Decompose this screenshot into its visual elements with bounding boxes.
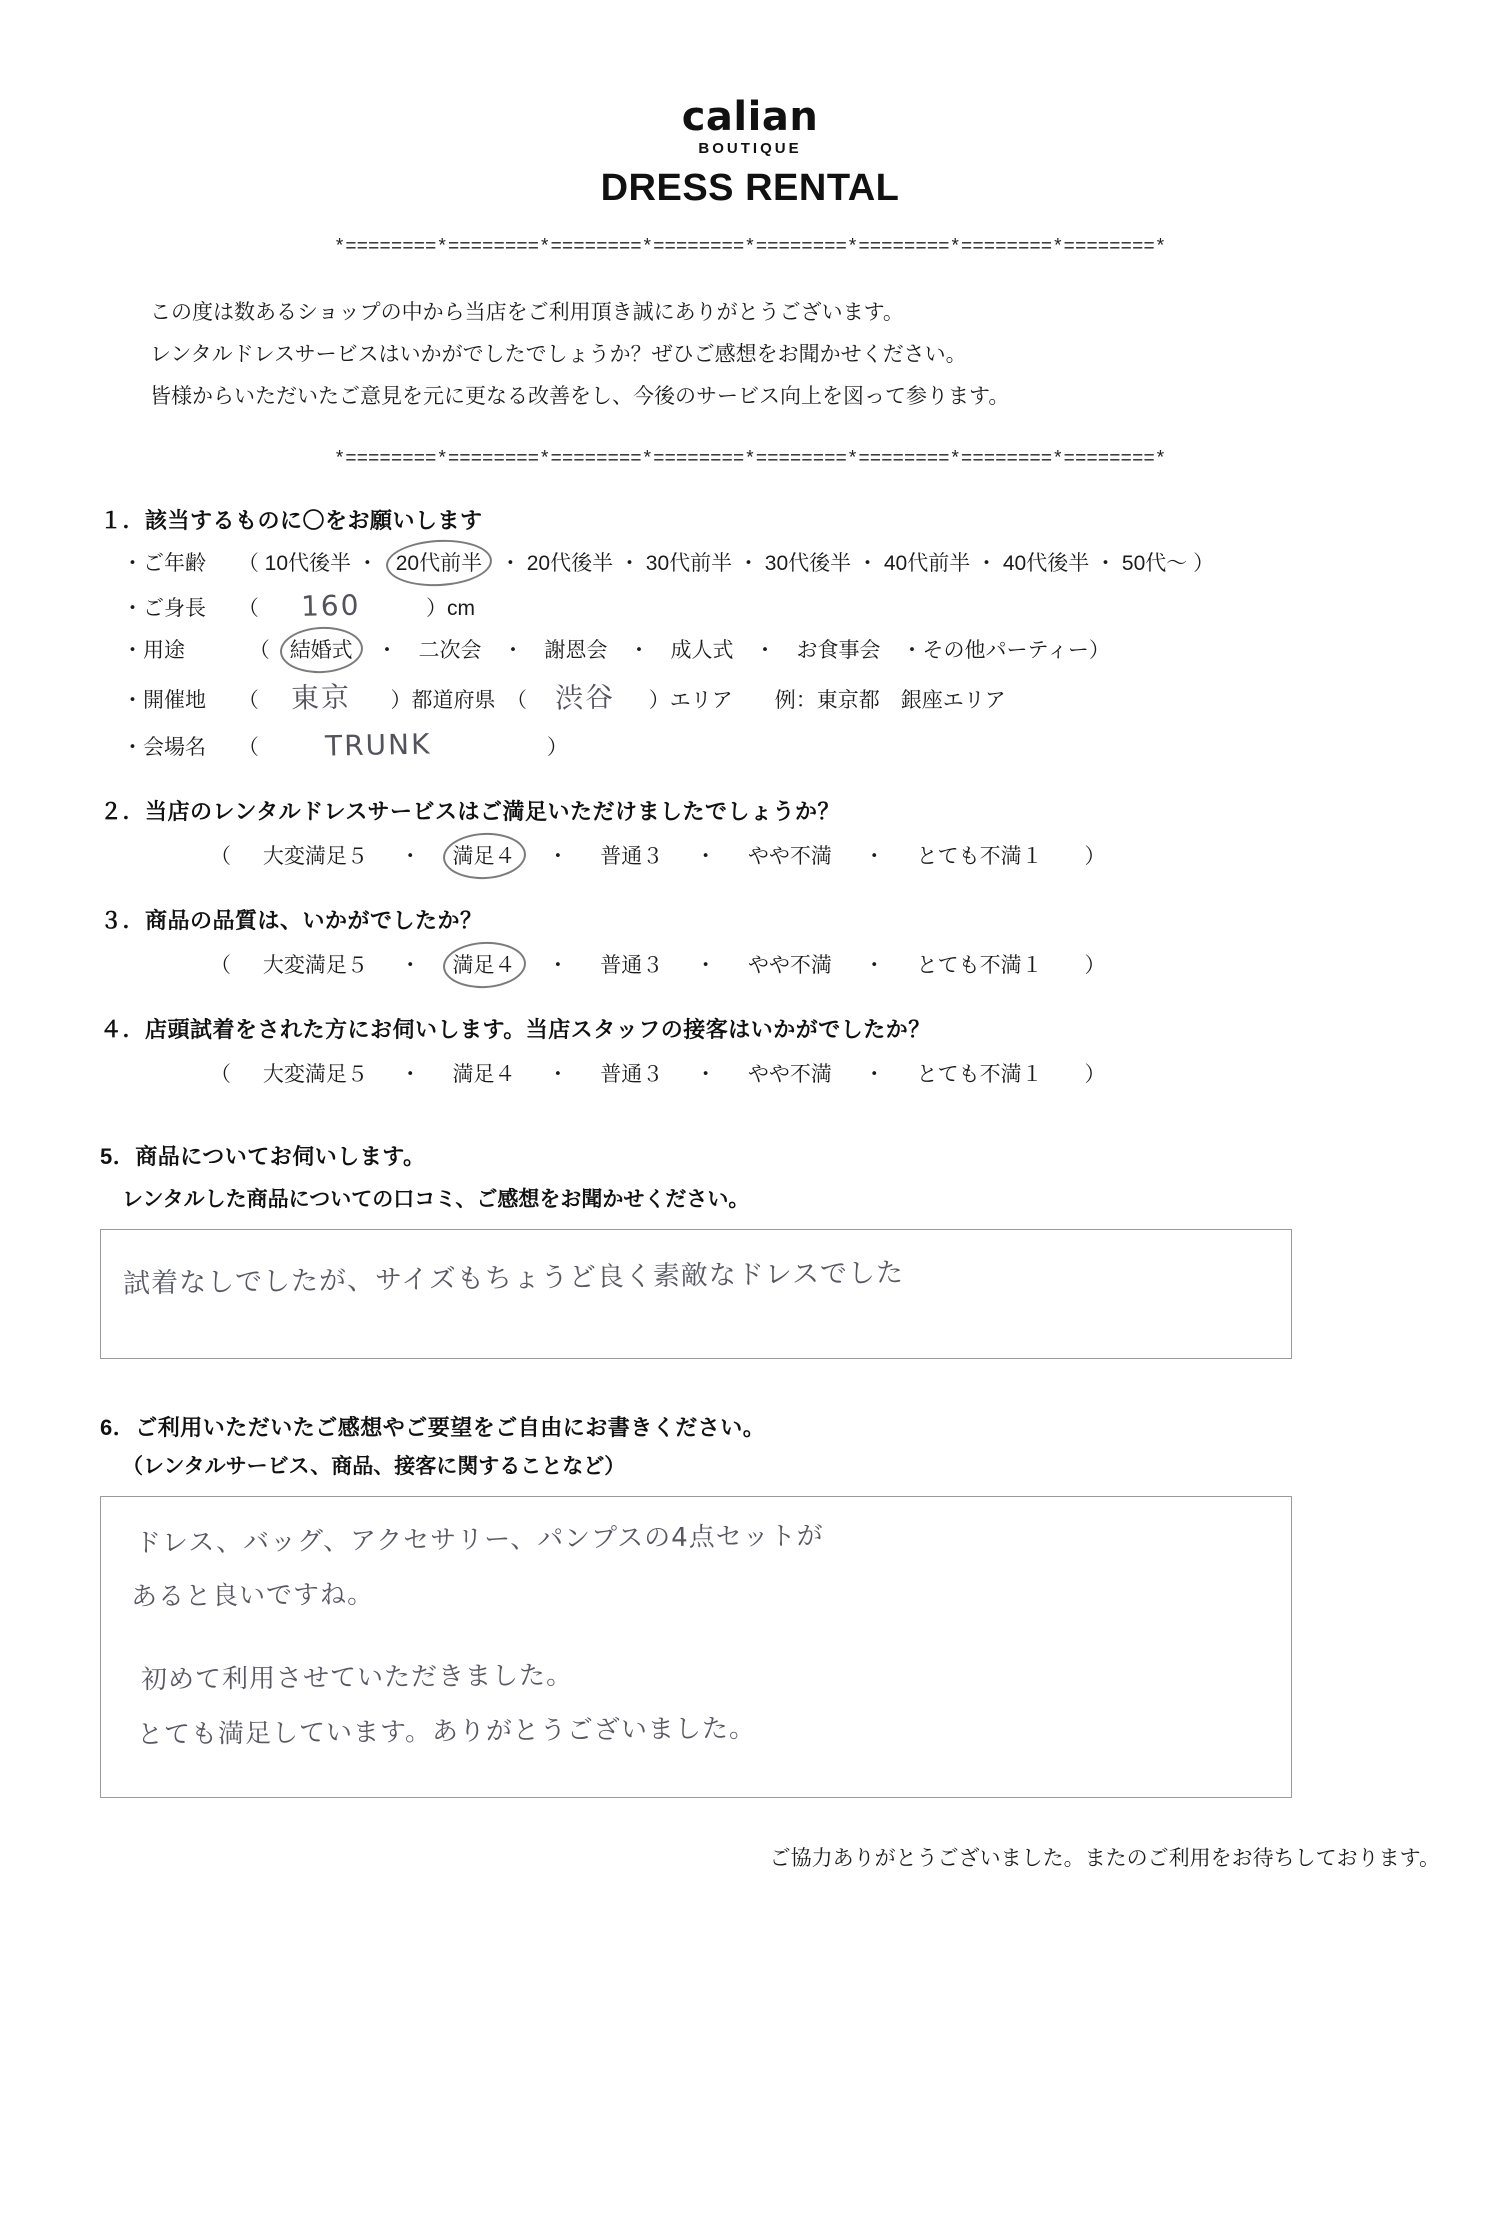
question-4-scale (100, 1058, 1500, 1088)
question-1 (0, 504, 1500, 761)
field-purpose-options: ・ 二次会 ・ 謝恩会 ・ 成人式 ・ お食事会 ・その他パーティー） (376, 639, 1110, 662)
field-height (100, 589, 1500, 622)
q4-sep-0: ・ (399, 1063, 421, 1086)
question-5-title: 5．商品についてお伺いします。 (100, 1144, 426, 1169)
q2-option-0[interactable]: 大変満足５ (262, 845, 368, 868)
q2-sep-1: ・ (547, 845, 569, 868)
field-area-value[interactable]: 渋谷 (554, 680, 616, 715)
q3-sep-2: ・ (695, 954, 717, 977)
question-5 (0, 1140, 1500, 1213)
q2-option-1[interactable] (453, 840, 516, 870)
field-prefecture-value[interactable]: 東京 (290, 680, 352, 715)
intro-line-1: この度は数あるショップの中から当店をご利用頂き誠にありがとうございます。 (150, 301, 904, 324)
field-purpose-selected[interactable] (290, 634, 353, 664)
q3-option-0[interactable]: 大変満足５ (262, 954, 368, 977)
field-location-label: ・開催地 (122, 689, 206, 712)
field-age-options-before: （ 10代後半 ・ (237, 552, 378, 575)
field-height-label: ・ご身長 (122, 597, 206, 620)
field-location (100, 676, 1500, 716)
intro-paragraph (0, 292, 1500, 418)
question-6-subtitle: （レンタルサービス、商品、接客に関することなど） (122, 1455, 626, 1478)
q4-option-2[interactable]: 普通３ (600, 1063, 664, 1086)
q2-sep-2: ・ (695, 845, 717, 868)
q4-sep-1: ・ (547, 1063, 569, 1086)
q4-sep-3: ・ (863, 1063, 885, 1086)
field-venue-paren-close: ） (546, 736, 568, 759)
document-title: DRESS RENTAL (600, 167, 900, 209)
divider-top: *========*========*========*========*========*========*========*========* (333, 236, 1167, 258)
field-height-paren-open: （ (237, 597, 259, 620)
scale-paren-open: （ (210, 845, 231, 868)
brand-subtitle: BOUTIQUE (698, 140, 802, 157)
q3-sep-3: ・ (863, 954, 885, 977)
question-6-answer-line-3: 初めて利用させていただきました。 (140, 1660, 574, 1696)
q4-option-0[interactable]: 大変満足５ (262, 1063, 368, 1086)
field-age (100, 547, 1500, 577)
scale-paren-close: ） (1084, 954, 1106, 977)
field-height-value[interactable]: 160 (300, 588, 361, 623)
question-6-answer-box[interactable] (100, 1496, 1292, 1798)
field-location-mid: ）都道府県 （ (390, 689, 528, 712)
field-venue-value[interactable]: TRUNK (324, 727, 432, 763)
q2-option-1-label: 満足４ (452, 845, 516, 868)
question-3 (0, 904, 1500, 979)
q3-option-4[interactable]: とても不満１ (916, 954, 1043, 977)
question-6 (0, 1411, 1500, 1480)
field-venue-label: ・会場名 (122, 736, 206, 759)
brand-header (0, 96, 1500, 210)
question-3-scale (100, 949, 1500, 979)
question-6-title: 6．ご利用いただいたご感想やご要望をご自由にお書きください。 (100, 1415, 766, 1440)
question-5-answer-text: 試着なしでしたが、サイズもちょうど良く素敵なドレスでした (122, 1257, 905, 1300)
question-4 (0, 1013, 1500, 1088)
q3-option-3[interactable]: やや不満 (747, 954, 832, 977)
field-purpose-paren-open: （ (248, 639, 270, 662)
scale-paren-close: ） (1084, 845, 1106, 868)
field-location-close: ）エリア 例：東京都 銀座エリア (648, 689, 1006, 712)
question-4-title: ４．店頭試着をされた方にお伺いします。当店スタッフの接客はいかがでしたか？ (100, 1017, 931, 1042)
q3-option-2[interactable]: 普通３ (600, 954, 664, 977)
q2-sep-0: ・ (399, 845, 421, 868)
scale-paren-open: （ (210, 954, 231, 977)
question-5-subtitle: レンタルした商品についての口コミ、ご感想をお聞かせください。 (122, 1188, 750, 1211)
q4-sep-2: ・ (695, 1063, 717, 1086)
scale-paren-open: （ (210, 1063, 231, 1086)
q2-option-4[interactable]: とても不満１ (916, 845, 1043, 868)
field-height-paren-close: ）cm (425, 597, 475, 620)
field-venue (100, 728, 1500, 761)
q4-option-1[interactable]: 満足４ (452, 1063, 516, 1086)
field-venue-paren-open: （ (237, 736, 259, 759)
intro-line-2: レンタルドレスサービスはいかがでしたでしょうか？ぜひご感想をお聞かせください。 (150, 343, 967, 366)
intro-line-3: 皆様からいただいたご意見を元に更なる改善をし、今後のサービス向上を図って参ります。 (150, 385, 1010, 408)
divider-bottom: *========*========*========*========*========*========*========*========* (333, 448, 1167, 470)
question-6-answer-line-2: あると良いですね。 (130, 1579, 375, 1613)
question-2 (0, 795, 1500, 870)
q2-option-2[interactable]: 普通３ (600, 845, 664, 868)
field-age-options-after: ・ 20代後半 ・ 30代前半 ・ 30代後半 ・ 40代前半 ・ 40代後半 ・ 50代～ ） (499, 552, 1215, 575)
question-6-answer-line-4: とても満足しています。ありがとうございました。 (136, 1713, 757, 1751)
question-2-scale (100, 840, 1500, 870)
q4-option-4[interactable]: とても不満１ (916, 1063, 1043, 1086)
question-6-answer-line-1: ドレス、バッグ、アクセサリー、パンプスの4点セットが (134, 1521, 824, 1559)
field-purpose-label: ・用途 (122, 639, 185, 662)
question-5-answer-box[interactable] (100, 1229, 1292, 1359)
field-purpose (100, 634, 1500, 664)
q3-sep-1: ・ (547, 954, 569, 977)
footer-note: ご協力ありがとうございました。またのご利用をお待ちしております。 (769, 1847, 1440, 1870)
brand-name: calian (681, 94, 819, 140)
q3-option-1-label: 満足４ (452, 954, 516, 977)
question-2-title: ２．当店のレンタルドレスサービスはご満足いただけましたでしょうか？ (100, 799, 840, 824)
scale-paren-close: ） (1084, 1063, 1106, 1086)
field-location-paren-open: （ (237, 689, 259, 712)
field-age-selected-label: 20代前半 (395, 552, 483, 575)
question-1-title: １．該当するものに〇をお願いします (100, 508, 483, 533)
survey-page (0, 96, 1500, 2223)
q3-option-1[interactable] (453, 949, 516, 979)
q2-sep-3: ・ (863, 845, 885, 868)
field-age-label: ・ご年齢 (122, 552, 206, 575)
field-age-selected[interactable] (396, 547, 482, 577)
question-3-title: ３．商品の品質は、いかがでしたか？ (100, 908, 483, 933)
field-purpose-selected-label: 結婚式 (289, 639, 353, 662)
q2-option-3[interactable]: やや不満 (747, 845, 832, 868)
q4-option-3[interactable]: やや不満 (747, 1063, 832, 1086)
q3-sep-0: ・ (399, 954, 421, 977)
